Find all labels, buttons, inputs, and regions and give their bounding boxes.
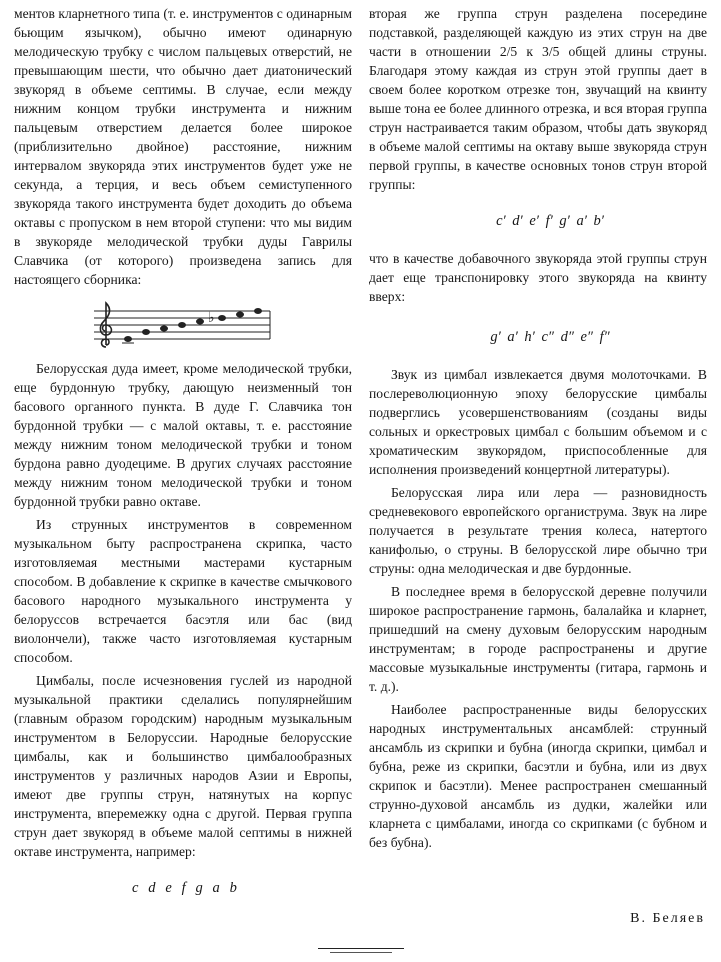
cymbal-first-group-notes: c d e f g a b <box>132 880 239 896</box>
left-paragraph-3: Из струнных инструментов в современном музыкальном быту распространена скрипка, часто изготовляемая местными мастерами кустарным способом. В добавление к скрипке в качестве смычкового басового народного музыкального инструмента у белоруссов встречается басэтля или бас (вид виолончели), также часто изготовляемая кустарным способом. <box>14 517 352 665</box>
author-signature: В. Беляев <box>630 911 705 926</box>
left-paragraph-1: ментов кларнетного типа (т. е. инструментов с одинарным бьющим язычком), обычно имеют одинарную мелодическую трубку с числом пальцевых отверстий, не превышающим шести, что обычно дает диатонический звукоряд в объеме септимы. В случае, если между нижним концом трубки инструмента и нижним пальцевым отверстием делается более широкое (приблизительно двойное) расстояние, нижним интервалом звукоряда этих инструментов будет уже не секунда, а терция, и весь объем семиступенного звукоряда такого инструмента будет доходить до объема октавы с пропуском в нем второй ступени: что мы видим в звукоряде мелодической трубки дуды Гаврилы Славчика (от которого) произведена запись для настоящего сборника: <box>14 6 352 287</box>
footer-rule <box>318 948 404 949</box>
svg-text:♭: ♭ <box>208 310 215 326</box>
left-column <box>14 4 352 912</box>
footer-rule-thin <box>330 952 392 953</box>
music-staff-scale <box>94 297 274 353</box>
right-paragraph-6: Наиболее распространенные виды белорусских народных инструментальных ансамблей: струнный ансамбль из скрипки и бубна (иногда скрипки, цимбал и бубна, реже из скрипки, басэтли и бубна, или из двух скрипок и басэтли). Менее распространен смешанный струнно-духовой ансамбль из дудки, жалейки или кларнета с цимбалами, иногда со скрипками (с бубном и без бубна). <box>369 702 707 850</box>
left-paragraph-4: Цимбалы, после исчезновения гуслей из народной музыкальной практики сделались популярнейшим (главным образом городским) народным музыкальным инструментом в Белоруссии. Народные белорусские цимбалы, как и большинство цимбалообразных инструментов у различных народов Азии и Европы, имеют две группы струн, натянутых на корпус инструмента, вперемежку одна с другой. Первая группа струн дает звукоряд в объеме малой септимы в нижней октаве инструмента, например: <box>14 673 352 859</box>
right-column <box>369 4 707 852</box>
right-paragraph-3: Звук из цимбал извлекается двумя молоточками. В послереволюционную эпоху белорусские цимбалы подверглись усовершенствованиям (созданы виды сольных и оркестровых цимбал с большим объемом и с хроматическим звукорядом, приспособленные для исполнения произведений концертной литературы). <box>369 367 707 477</box>
left-paragraph-2: Белорусская дуда имеет, кроме мелодической трубки, еще бурдонную трубку, дающую неизменный тон басового органного пункта. В дуде Г. Славчика тон бурдонной трубки — c малой октавы, т. е. расстояние между нижним тоном мелодической трубки и тоном бурдона равно дуодециме. В других случаях расстояние между нижним тоном мелодической трубки и тоном бурдонной трубки равно октаве. <box>14 361 352 509</box>
cymbal-second-group-notes: c′ d′ e′ f′ g′ a′ b′ <box>496 213 604 229</box>
right-paragraph-2: что в качестве добавочного звукоряда этой группы струн дает еще транспонировку этого звукоряда на квинту вверх: <box>369 251 707 304</box>
right-paragraph-4: Белорусская лира или лера — разновидность средневекового европейского органиструма. Звук на лире получается в результате трения колеса, натертого канифолью, о струны. В белорусской лире обычно три струны: одна мелодическая и две бурдонные. <box>369 485 707 576</box>
right-paragraph-5: В последнее время в белорусской деревне получили широкое распространение гармонь, балалайка и кларнет, пришедший на смену духовым белорусским народным инструментам; в городе распространены и другие массовые музыкальные инструменты (гитара, гармонь и т. д.). <box>369 584 707 694</box>
cymbal-transposed-notes: g′ a′ h′ c″ d″ e″ f″ <box>490 329 610 345</box>
right-paragraph-1: вторая же группа струн разделена посередине подставкой, разделяющей каждую из этих струн на две части в отношении 2/5 к 3/5 общей длины струны. Благодаря этому каждая из струн этой группы дает в своем более коротком отрезке тон, звучащий на квинту выше тона ее более длинного отрезка, и вся вторая группа струн настраивается таким образом, чтобы дать звукоряд в объеме малой септимы на октаву выше звукоряда струн первой группы, в качестве основных тонов струн второй группы: <box>369 6 707 192</box>
